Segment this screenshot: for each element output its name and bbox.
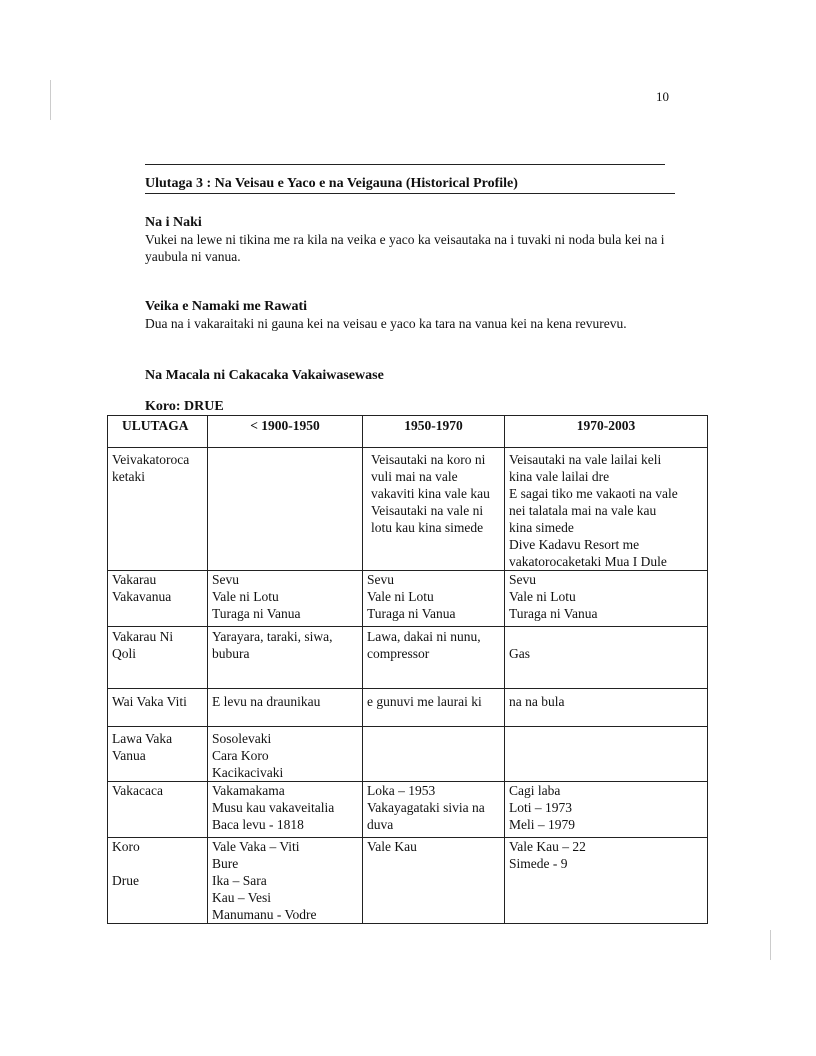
cell-line: Veisautaki na koro ni (371, 452, 486, 467)
cell-line: Dive Kadavu Resort me (509, 537, 640, 552)
cell-line: Vakamakama (212, 783, 285, 798)
top-rule (145, 164, 665, 165)
cell-line: Vakarau Ni (112, 629, 174, 644)
cell-line: Qoli (112, 646, 137, 661)
period-2-cell (363, 838, 505, 924)
goals-section (145, 298, 690, 332)
cell-line: duva (367, 817, 394, 832)
period-1-cell (208, 782, 363, 838)
period-2-cell (363, 782, 505, 838)
period-1-cell (208, 571, 363, 627)
header-period-1: < 1900-1950 (208, 416, 363, 448)
topic-cell (108, 838, 208, 924)
table-header-row (108, 416, 708, 448)
cell-line: Turaga ni Vanua (509, 606, 598, 621)
cell-line: compressor (367, 646, 430, 661)
cell-line: Sevu (367, 572, 394, 587)
period-1-cell (208, 627, 363, 689)
scan-mark (50, 80, 51, 120)
period-1-cell (208, 838, 363, 924)
cell-line: Vakacaca (112, 783, 163, 798)
cell-line: Turaga ni Vanua (212, 606, 301, 621)
cell-line: Musu kau vakaveitalia (212, 800, 335, 815)
table-row (108, 689, 708, 727)
topic-cell (108, 689, 208, 727)
cell-line: Meli – 1979 (509, 817, 575, 832)
cell-line: lotu kau kina simede (371, 520, 484, 535)
cell-line: Veivakatoroca (112, 452, 190, 467)
cell-line: kina vale lailai dre (509, 469, 610, 484)
cell-line: Sevu (212, 572, 239, 587)
cell-line: E levu na draunikau (212, 694, 321, 709)
period-2-cell (363, 571, 505, 627)
cell-line: ketaki (112, 469, 145, 484)
cell-line: Sosolevaki (212, 731, 272, 746)
period-3-cell (505, 782, 708, 838)
cell-line: Turaga ni Vanua (367, 606, 456, 621)
cell-line: Vale Kau – 22 (509, 839, 586, 854)
cell-line: vakaviti kina vale kau (371, 486, 490, 501)
page-number: 10 (656, 89, 669, 104)
period-3-cell (505, 838, 708, 924)
cell-line: E sagai tiko me vakaoti na vale (509, 486, 678, 501)
cell-line: Manumanu - Vodre (212, 907, 317, 922)
heading-underline (145, 193, 675, 194)
cell-line: Gas (509, 646, 530, 661)
period-2-cell (363, 627, 505, 689)
intro-text: Vukei na lewe ni tikina me ra kila na veika e yaco ka veisautaka na i tuvaki ni noda bula kei na i yaubula ni vanua. (145, 232, 665, 264)
cell-line: Veisautaki na vale lailai keli (509, 452, 662, 467)
cell-line (112, 855, 203, 872)
table-row (108, 627, 708, 689)
goals-text: Dua na i vakaraitaki ni gauna kei na veisau e yaco ka tara na vanua kei na kena revurevu. (145, 316, 627, 331)
section-heading: Ulutaga 3 : Na Veisau e Yaco e na Veigauna (Historical Profile) (145, 176, 518, 191)
period-2-cell (363, 689, 505, 727)
cell-line: Sevu (509, 572, 536, 587)
period-3-cell (505, 727, 708, 782)
table-row (108, 571, 708, 627)
economic-section (145, 367, 690, 384)
period-1-cell (208, 689, 363, 727)
topic-cell (108, 448, 208, 571)
cell-line: Vale Vaka – Viti (212, 839, 300, 854)
cell-line: kina simede (509, 520, 574, 535)
period-2-cell (363, 448, 505, 571)
village-section (145, 398, 690, 415)
cell-line: Lawa, dakai ni nunu, (367, 629, 481, 644)
historical-profile-table (107, 415, 708, 924)
cell-line: Vakayagataki sivia na (367, 800, 485, 815)
cell-line: vuli mai na vale (371, 469, 458, 484)
period-3-cell (505, 689, 708, 727)
period-3-cell (505, 448, 708, 571)
table-row (108, 727, 708, 782)
topic-cell (108, 627, 208, 689)
cell-line: Lawa Vaka (112, 731, 173, 746)
cell-line: e gunuvi me laurai ki (367, 694, 482, 709)
cell-line: bubura (212, 646, 250, 661)
period-3-cell (505, 627, 708, 689)
cell-line: Ika – Sara (212, 873, 267, 888)
cell-line: Wai Vaka Viti (112, 694, 187, 709)
cell-line: Vale Kau (367, 839, 417, 854)
economic-heading: Na Macala ni Cakacaka Vakaiwasewase (145, 368, 384, 383)
cell-line: Loti – 1973 (509, 800, 572, 815)
scan-mark (770, 930, 771, 960)
table-row (108, 838, 708, 924)
cell-line: Kau – Vesi (212, 890, 271, 905)
cell-line: Loka – 1953 (367, 783, 436, 798)
village-label: Koro: DRUE (145, 399, 224, 414)
table-body (108, 448, 708, 924)
topic-cell (108, 782, 208, 838)
header-period-2: 1950-1970 (363, 416, 505, 448)
cell-line: Veisautaki na vale ni (371, 503, 484, 518)
intro-section (145, 214, 690, 265)
cell-line: Cagi laba (509, 783, 561, 798)
cell-line: Cara Koro (212, 748, 269, 763)
cell-line: Vakarau (112, 572, 157, 587)
header-topic: ULUTAGA (108, 416, 208, 448)
cell-line: Vale ni Lotu (367, 589, 434, 604)
period-1-cell (208, 727, 363, 782)
cell-line: Vale ni Lotu (212, 589, 279, 604)
cell-line: Baca levu - 1818 (212, 817, 304, 832)
cell-line: na na bula (509, 694, 565, 709)
goals-heading: Veika e Namaki me Rawati (145, 299, 308, 314)
cell-line: Bure (212, 856, 239, 871)
cell-line (509, 628, 703, 645)
cell-line: Yarayara, taraki, siwa, (212, 629, 333, 644)
cell-line: Vakavanua (112, 589, 172, 604)
cell-line: Simede - 9 (509, 856, 568, 871)
header-period-3: 1970-2003 (505, 416, 708, 448)
cell-line: nei talatala mai na vale kau (509, 503, 657, 518)
cell-line: Vanua (112, 748, 146, 763)
period-2-cell (363, 727, 505, 782)
table-row (108, 448, 708, 571)
cell-line: vakatorocaketaki Mua I Dule (509, 554, 667, 569)
cell-line: Vale ni Lotu (509, 589, 576, 604)
cell-line: Koro (112, 839, 140, 854)
period-1-cell (208, 448, 363, 571)
intro-heading: Na i Naki (145, 215, 202, 230)
topic-cell (108, 571, 208, 627)
period-3-cell (505, 571, 708, 627)
cell-line: Drue (112, 873, 139, 888)
table-row (108, 782, 708, 838)
topic-cell (108, 727, 208, 782)
cell-line: Kacikacivaki (212, 765, 284, 780)
